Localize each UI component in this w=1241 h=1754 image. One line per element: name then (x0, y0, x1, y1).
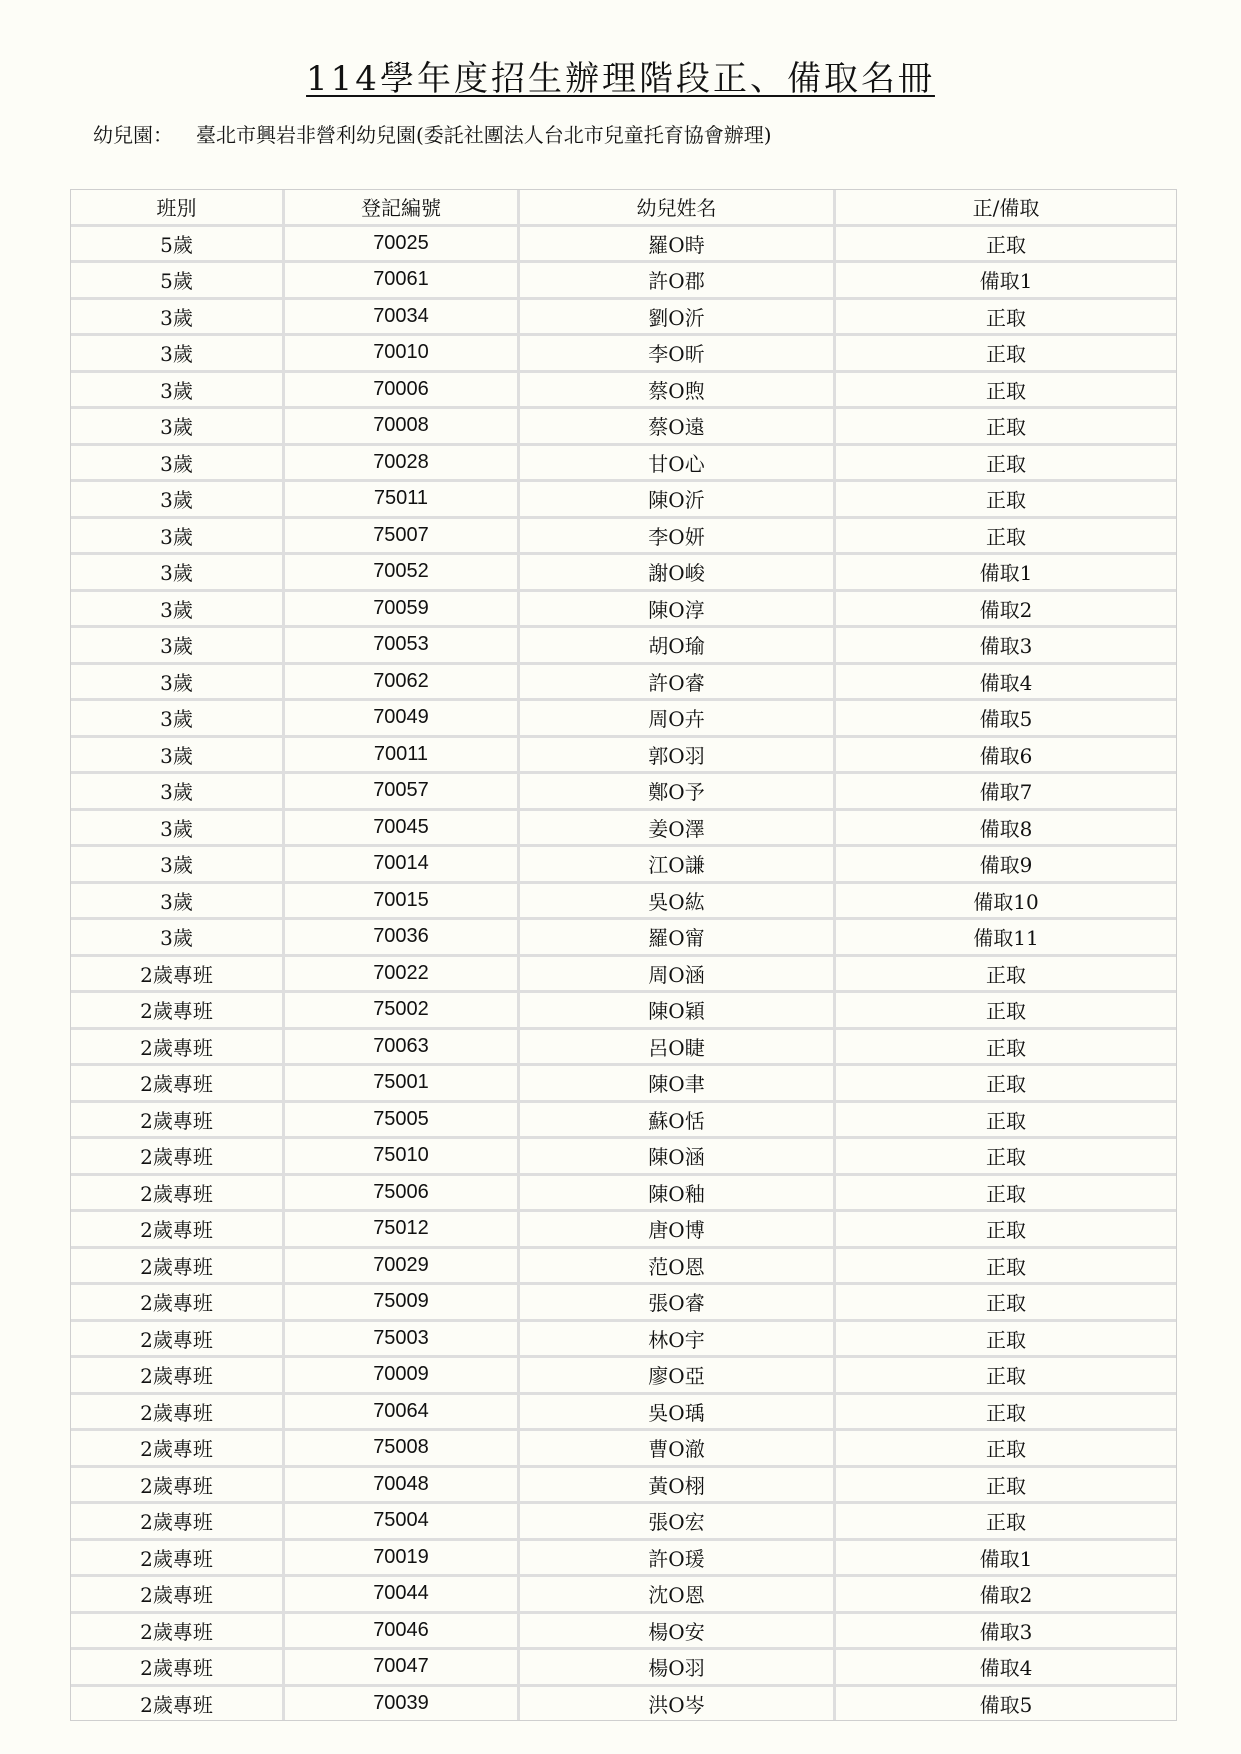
cell-registration-number: 70011 (285, 738, 520, 775)
cell-child-name: 曹O澈 (520, 1431, 836, 1468)
cell-admission-status: 正取 (836, 1212, 1176, 1249)
table-row (71, 1431, 1176, 1468)
cell-registration-number: 70009 (285, 1358, 520, 1395)
cell-registration-number: 70019 (285, 1541, 520, 1578)
cell-child-name: 陳O穎 (520, 993, 836, 1030)
table-row (71, 665, 1176, 702)
cell-registration-number: 70057 (285, 774, 520, 811)
table-row (71, 1322, 1176, 1359)
cell-class: 2歲專班 (71, 1103, 285, 1140)
cell-class: 3歲 (71, 665, 285, 702)
header-admission-status: 正/備取 (836, 190, 1176, 227)
table-row (71, 1395, 1176, 1432)
cell-registration-number: 75007 (285, 519, 520, 556)
cell-child-name: 許O睿 (520, 665, 836, 702)
table-row (71, 1650, 1176, 1687)
cell-admission-status: 正取 (836, 1468, 1176, 1505)
cell-child-name: 許O郡 (520, 263, 836, 300)
table-row (71, 336, 1176, 373)
table-row (71, 446, 1176, 483)
cell-child-name: 黃O栩 (520, 1468, 836, 1505)
table-row (71, 847, 1176, 884)
cell-registration-number: 70029 (285, 1249, 520, 1286)
cell-class: 2歲專班 (71, 1650, 285, 1687)
cell-registration-number: 70034 (285, 300, 520, 337)
cell-child-name: 洪O岑 (520, 1687, 836, 1721)
table-row (71, 482, 1176, 519)
table-row (71, 1139, 1176, 1176)
table-row (71, 1066, 1176, 1103)
cell-admission-status: 備取2 (836, 592, 1176, 629)
cell-child-name: 蔡O遠 (520, 409, 836, 446)
cell-admission-status: 備取4 (836, 665, 1176, 702)
table-row (71, 774, 1176, 811)
cell-child-name: 張O宏 (520, 1504, 836, 1541)
cell-registration-number: 70036 (285, 920, 520, 957)
cell-class: 3歲 (71, 300, 285, 337)
table-row (71, 300, 1176, 337)
cell-child-name: 周O涵 (520, 957, 836, 994)
cell-child-name: 呂O睫 (520, 1030, 836, 1067)
cell-class: 3歲 (71, 446, 285, 483)
kindergarten-label: 幼兒園： (93, 123, 173, 147)
cell-child-name: 江O謙 (520, 847, 836, 884)
cell-registration-number: 70022 (285, 957, 520, 994)
cell-class: 3歲 (71, 847, 285, 884)
cell-child-name: 甘O心 (520, 446, 836, 483)
cell-admission-status: 正取 (836, 336, 1176, 373)
cell-class: 2歲專班 (71, 1139, 285, 1176)
table-row (71, 555, 1176, 592)
cell-registration-number: 70025 (285, 227, 520, 264)
cell-class: 3歲 (71, 373, 285, 410)
cell-child-name: 廖O亞 (520, 1358, 836, 1395)
table-row (71, 1103, 1176, 1140)
table-header-row (71, 190, 1176, 227)
table-row (71, 263, 1176, 300)
cell-class: 2歲專班 (71, 1030, 285, 1067)
table-row (71, 738, 1176, 775)
cell-registration-number: 75002 (285, 993, 520, 1030)
cell-child-name: 蘇O恬 (520, 1103, 836, 1140)
cell-registration-number: 70052 (285, 555, 520, 592)
table-row (71, 1030, 1176, 1067)
cell-class: 2歲專班 (71, 957, 285, 994)
cell-class: 2歲專班 (71, 1066, 285, 1103)
table-row (71, 1614, 1176, 1651)
cell-class: 2歲專班 (71, 1212, 285, 1249)
cell-class: 3歲 (71, 884, 285, 921)
cell-class: 2歲專班 (71, 1431, 285, 1468)
table-row (71, 373, 1176, 410)
cell-child-name: 姜O澤 (520, 811, 836, 848)
table-row (71, 592, 1176, 629)
table-row (71, 1468, 1176, 1505)
table-row (71, 1249, 1176, 1286)
cell-class: 2歲專班 (71, 1504, 285, 1541)
kindergarten-line (93, 120, 772, 150)
table-row (71, 1541, 1176, 1578)
cell-class: 2歲專班 (71, 1541, 285, 1578)
cell-registration-number: 75012 (285, 1212, 520, 1249)
cell-registration-number: 75008 (285, 1431, 520, 1468)
cell-class: 3歲 (71, 738, 285, 775)
header-class: 班別 (71, 190, 285, 227)
cell-admission-status: 備取9 (836, 847, 1176, 884)
cell-registration-number: 70049 (285, 701, 520, 738)
cell-child-name: 吳O紘 (520, 884, 836, 921)
cell-child-name: 范O恩 (520, 1249, 836, 1286)
header-registration-number: 登記編號 (285, 190, 520, 227)
cell-admission-status: 正取 (836, 1066, 1176, 1103)
cell-admission-status: 正取 (836, 519, 1176, 556)
table-row (71, 227, 1176, 264)
cell-admission-status: 備取3 (836, 628, 1176, 665)
cell-class: 2歲專班 (71, 993, 285, 1030)
cell-registration-number: 75001 (285, 1066, 520, 1103)
cell-registration-number: 70010 (285, 336, 520, 373)
table-row (71, 1687, 1176, 1721)
cell-admission-status: 正取 (836, 1103, 1176, 1140)
cell-child-name: 胡O瑜 (520, 628, 836, 665)
table-row (71, 957, 1176, 994)
cell-registration-number: 70059 (285, 592, 520, 629)
cell-admission-status: 備取8 (836, 811, 1176, 848)
table-row (71, 1358, 1176, 1395)
roster-body (71, 227, 1176, 1721)
cell-class: 2歲專班 (71, 1614, 285, 1651)
cell-child-name: 陳O涵 (520, 1139, 836, 1176)
cell-class: 2歲專班 (71, 1395, 285, 1432)
cell-admission-status: 備取7 (836, 774, 1176, 811)
cell-child-name: 吳O瑀 (520, 1395, 836, 1432)
cell-admission-status: 備取10 (836, 884, 1176, 921)
table-row (71, 1176, 1176, 1213)
cell-admission-status: 正取 (836, 1358, 1176, 1395)
cell-registration-number: 70063 (285, 1030, 520, 1067)
cell-admission-status: 正取 (836, 1431, 1176, 1468)
table-row (71, 409, 1176, 446)
cell-registration-number: 70046 (285, 1614, 520, 1651)
table-row (71, 519, 1176, 556)
cell-class: 3歲 (71, 774, 285, 811)
cell-class: 3歲 (71, 920, 285, 957)
cell-registration-number: 75003 (285, 1322, 520, 1359)
cell-child-name: 李O昕 (520, 336, 836, 373)
cell-child-name: 謝O峻 (520, 555, 836, 592)
cell-admission-status: 備取3 (836, 1614, 1176, 1651)
cell-child-name: 林O宇 (520, 1322, 836, 1359)
cell-admission-status: 備取11 (836, 920, 1176, 957)
cell-admission-status: 正取 (836, 1504, 1176, 1541)
cell-admission-status: 正取 (836, 1322, 1176, 1359)
cell-registration-number: 70053 (285, 628, 520, 665)
cell-class: 5歲 (71, 227, 285, 264)
cell-admission-status: 備取2 (836, 1577, 1176, 1614)
cell-class: 3歲 (71, 555, 285, 592)
cell-admission-status: 備取4 (836, 1650, 1176, 1687)
cell-admission-status: 備取5 (979, 1692, 1033, 1717)
cell-admission-status: 正取 (836, 1176, 1176, 1213)
admission-roster-table (70, 189, 1177, 1721)
table-row (71, 920, 1176, 957)
cell-child-name: 沈O恩 (520, 1577, 836, 1614)
header-child-name: 幼兒姓名 (520, 190, 836, 227)
cell-child-name: 周O卉 (520, 701, 836, 738)
cell-child-name: 陳O淳 (520, 592, 836, 629)
table-row (71, 1577, 1176, 1614)
document-title (0, 56, 1241, 102)
cell-registration-number: 70028 (285, 446, 520, 483)
cell-class: 2歲專班 (71, 1468, 285, 1505)
cell-admission-status: 正取 (836, 409, 1176, 446)
cell-registration-number: 70008 (285, 409, 520, 446)
cell-class: 2歲專班 (71, 1249, 285, 1286)
table-row (71, 628, 1176, 665)
cell-child-name: 楊O安 (520, 1614, 836, 1651)
cell-class: 2歲專班 (71, 1176, 285, 1213)
cell-class: 3歲 (71, 519, 285, 556)
cell-admission-status: 正取 (836, 1030, 1176, 1067)
cell-admission-status: 備取1 (836, 263, 1176, 300)
cell-class: 3歲 (71, 592, 285, 629)
cell-registration-number: 75005 (285, 1103, 520, 1140)
cell-child-name: 許O瑗 (520, 1541, 836, 1578)
cell-admission-status: 正取 (836, 1285, 1176, 1322)
cell-child-name: 蔡O煦 (520, 373, 836, 410)
cell-class: 2歲專班 (71, 1322, 285, 1359)
cell-admission-status: 正取 (836, 446, 1176, 483)
cell-admission-status: 正取 (836, 300, 1176, 337)
cell-child-name: 郭O羽 (520, 738, 836, 775)
cell-child-name: 李O妍 (520, 519, 836, 556)
cell-child-name: 劉O沂 (520, 300, 836, 337)
cell-admission-status: 備取5 (836, 701, 1176, 738)
cell-class: 2歲專班 (71, 1285, 285, 1322)
cell-child-name: 鄭O予 (520, 774, 836, 811)
cell-registration-number: 70039 (285, 1687, 520, 1721)
cell-class: 3歲 (71, 628, 285, 665)
cell-registration-number: 75004 (285, 1504, 520, 1541)
cell-class: 3歲 (71, 336, 285, 373)
cell-admission-status: 備取1 (836, 555, 1176, 592)
cell-child-name: 羅O甯 (520, 920, 836, 957)
cell-class: 2歲專班 (71, 1358, 285, 1395)
cell-admission-status: 正取 (836, 957, 1176, 994)
table-row (71, 1504, 1176, 1541)
table-row (71, 701, 1176, 738)
cell-admission-status: 備取1 (836, 1541, 1176, 1578)
cell-registration-number: 70044 (285, 1577, 520, 1614)
cell-class: 3歲 (71, 811, 285, 848)
table-row (71, 1212, 1176, 1249)
table-row (71, 811, 1176, 848)
cell-registration-number: 70015 (285, 884, 520, 921)
cell-child-name: 陳O釉 (520, 1176, 836, 1213)
cell-class: 2歲專班 (71, 1577, 285, 1614)
cell-registration-number: 70048 (285, 1468, 520, 1505)
cell-registration-number: 75006 (285, 1176, 520, 1213)
cell-admission-status: 正取 (836, 1249, 1176, 1286)
cell-admission-status: 正取 (836, 482, 1176, 519)
cell-admission-status: 正取 (836, 227, 1176, 264)
cell-registration-number: 70047 (285, 1650, 520, 1687)
cell-child-name: 楊O羽 (520, 1650, 836, 1687)
cell-registration-number: 70062 (285, 665, 520, 702)
cell-registration-number: 75010 (285, 1139, 520, 1176)
cell-class: 3歲 (71, 701, 285, 738)
cell-class: 3歲 (71, 409, 285, 446)
table-row (71, 884, 1176, 921)
cell-registration-number: 70006 (285, 373, 520, 410)
cell-class: 5歲 (71, 263, 285, 300)
cell-registration-number: 70045 (285, 811, 520, 848)
cell-registration-number: 75011 (285, 482, 520, 519)
cell-child-name: 羅O時 (520, 227, 836, 264)
cell-registration-number: 70064 (285, 1395, 520, 1432)
kindergarten-name: 臺北市興岩非營利幼兒園(委託社團法人台北市兒童托育協會辦理) (196, 123, 772, 147)
cell-admission-status: 正取 (836, 1139, 1176, 1176)
cell-registration-number: 70061 (285, 263, 520, 300)
cell-admission-status: 正取 (836, 993, 1176, 1030)
cell-class: 3歲 (71, 482, 285, 519)
cell-class: 2歲專班 (71, 1687, 285, 1721)
document-title-text: 114學年度招生辦理階段正、備取名冊 (306, 59, 935, 99)
cell-child-name: 陳O聿 (520, 1066, 836, 1103)
cell-admission-status: 正取 (836, 1395, 1176, 1432)
cell-admission-status: 正取 (836, 373, 1176, 410)
cell-child-name: 唐O博 (520, 1212, 836, 1249)
table-row (71, 993, 1176, 1030)
cell-registration-number: 75009 (285, 1285, 520, 1322)
cell-child-name: 陳O沂 (520, 482, 836, 519)
cell-admission-status: 備取6 (836, 738, 1176, 775)
cell-registration-number: 70014 (285, 847, 520, 884)
cell-child-name: 張O睿 (520, 1285, 836, 1322)
table-row (71, 1285, 1176, 1322)
